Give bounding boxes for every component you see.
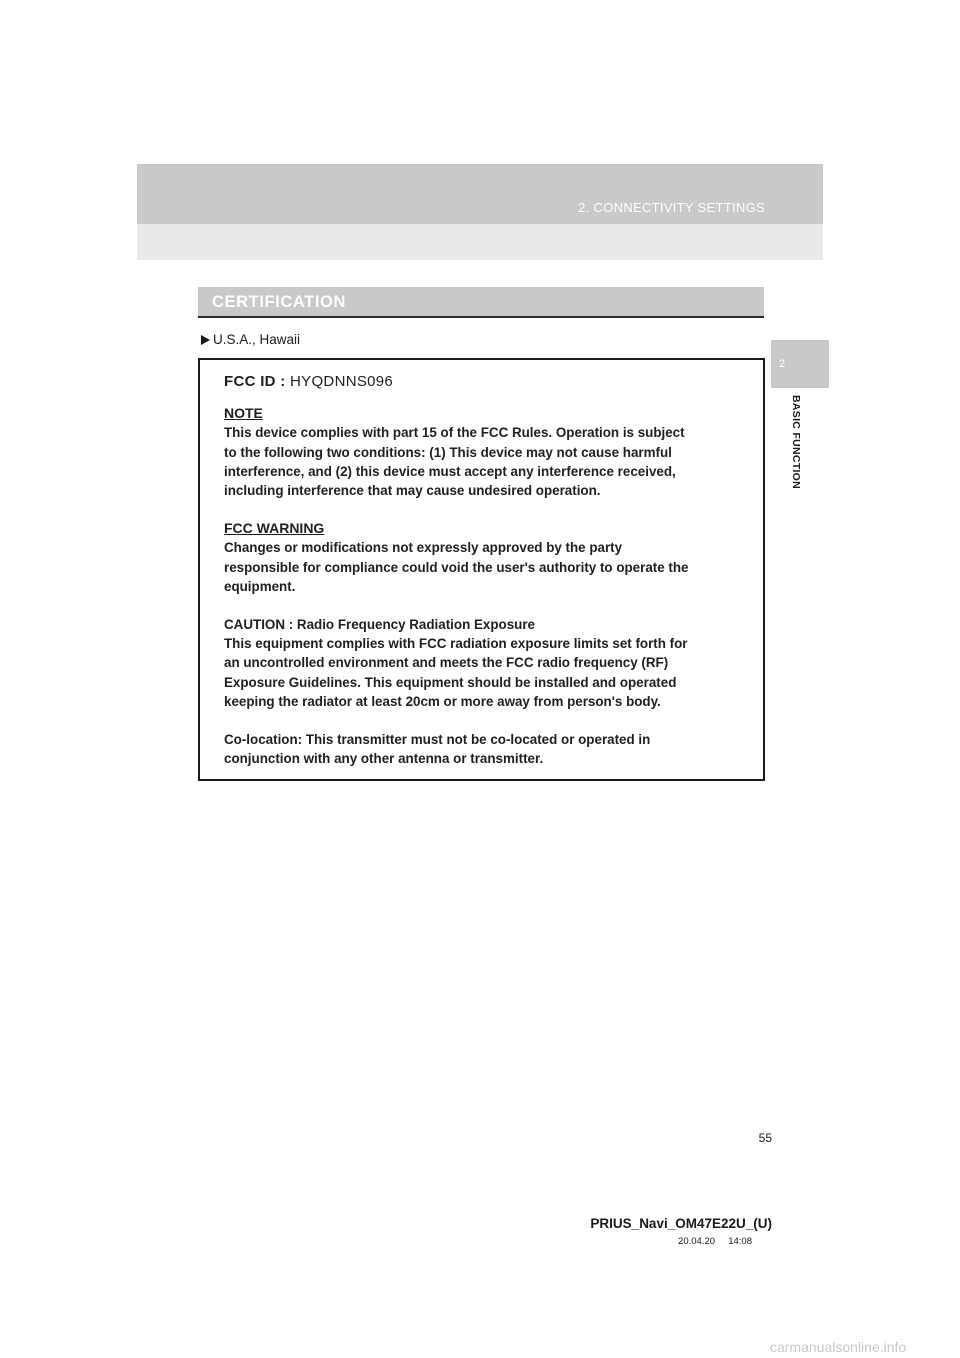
- fcc-notice-box: [198, 358, 765, 781]
- note-block: [224, 404, 744, 500]
- colocation-line: conjunction with any other antenna or transmitter.: [224, 751, 544, 767]
- caution-line: an uncontrolled environment and meets the FCC radio frequency (RF): [224, 655, 669, 671]
- note-line: to the following two conditions: (1) This device may not cause harmful: [224, 444, 672, 460]
- warning-line: responsible for compliance could void the user's authority to operate the: [224, 559, 689, 575]
- fcc-id-value: HYQDNNS096: [290, 373, 394, 390]
- caution-line: CAUTION : Radio Frequency Radiation Exposure: [224, 617, 535, 633]
- caution-block: [224, 615, 744, 711]
- fcc-notice-content: [224, 372, 744, 768]
- colocation-line: Co-location: This transmitter must not be co-located or operated in: [224, 732, 651, 748]
- watermark-link[interactable]: carmanualsonline.info: [770, 1339, 907, 1355]
- print-timestamp: [600, 1236, 752, 1247]
- region-line: [201, 332, 300, 347]
- warning-block: [224, 519, 744, 596]
- page-number: 55: [758, 1131, 772, 1145]
- warning-line: equipment.: [224, 578, 296, 594]
- caution-line: keeping the radiator at least 20cm or more away from person's body.: [224, 693, 661, 709]
- chapter-number: 2: [779, 358, 786, 370]
- section-title: 2. CONNECTIVITY SETTINGS: [578, 200, 765, 215]
- fcc-id-label: FCC ID :: [224, 373, 286, 390]
- header-band-lower: [137, 224, 823, 260]
- warning-line: Changes or modifications not expressly approved by the party: [224, 540, 623, 556]
- chapter-label: BASIC FUNCTION: [790, 395, 802, 490]
- caution-line: This equipment complies with FCC radiation exposure limits set forth for: [224, 636, 688, 652]
- note-line: interference, and (2) this device must accept any interference received,: [224, 463, 676, 479]
- certification-bar: [198, 287, 764, 318]
- warning-heading: FCC WARNING: [224, 520, 325, 537]
- fcc-id-line: [224, 372, 744, 391]
- note-line: including interference that may cause undesired operation.: [224, 483, 601, 499]
- chapter-tab: [771, 340, 829, 388]
- note-line: This device complies with part 15 of the FCC Rules. Operation is subject: [224, 425, 685, 441]
- triangle-right-icon: [201, 335, 210, 345]
- note-heading: NOTE: [224, 405, 263, 422]
- header-band: [137, 164, 823, 224]
- colocation-block: [224, 730, 744, 768]
- certification-title: CERTIFICATION: [212, 293, 346, 311]
- document-id: PRIUS_Navi_OM47E22U_(U): [590, 1216, 772, 1231]
- caution-line: Exposure Guidelines. This equipment should be installed and operated: [224, 674, 677, 690]
- print-time: 14:08: [728, 1236, 752, 1247]
- print-date: 20.04.20: [678, 1236, 716, 1247]
- region-text: U.S.A., Hawaii: [213, 332, 301, 347]
